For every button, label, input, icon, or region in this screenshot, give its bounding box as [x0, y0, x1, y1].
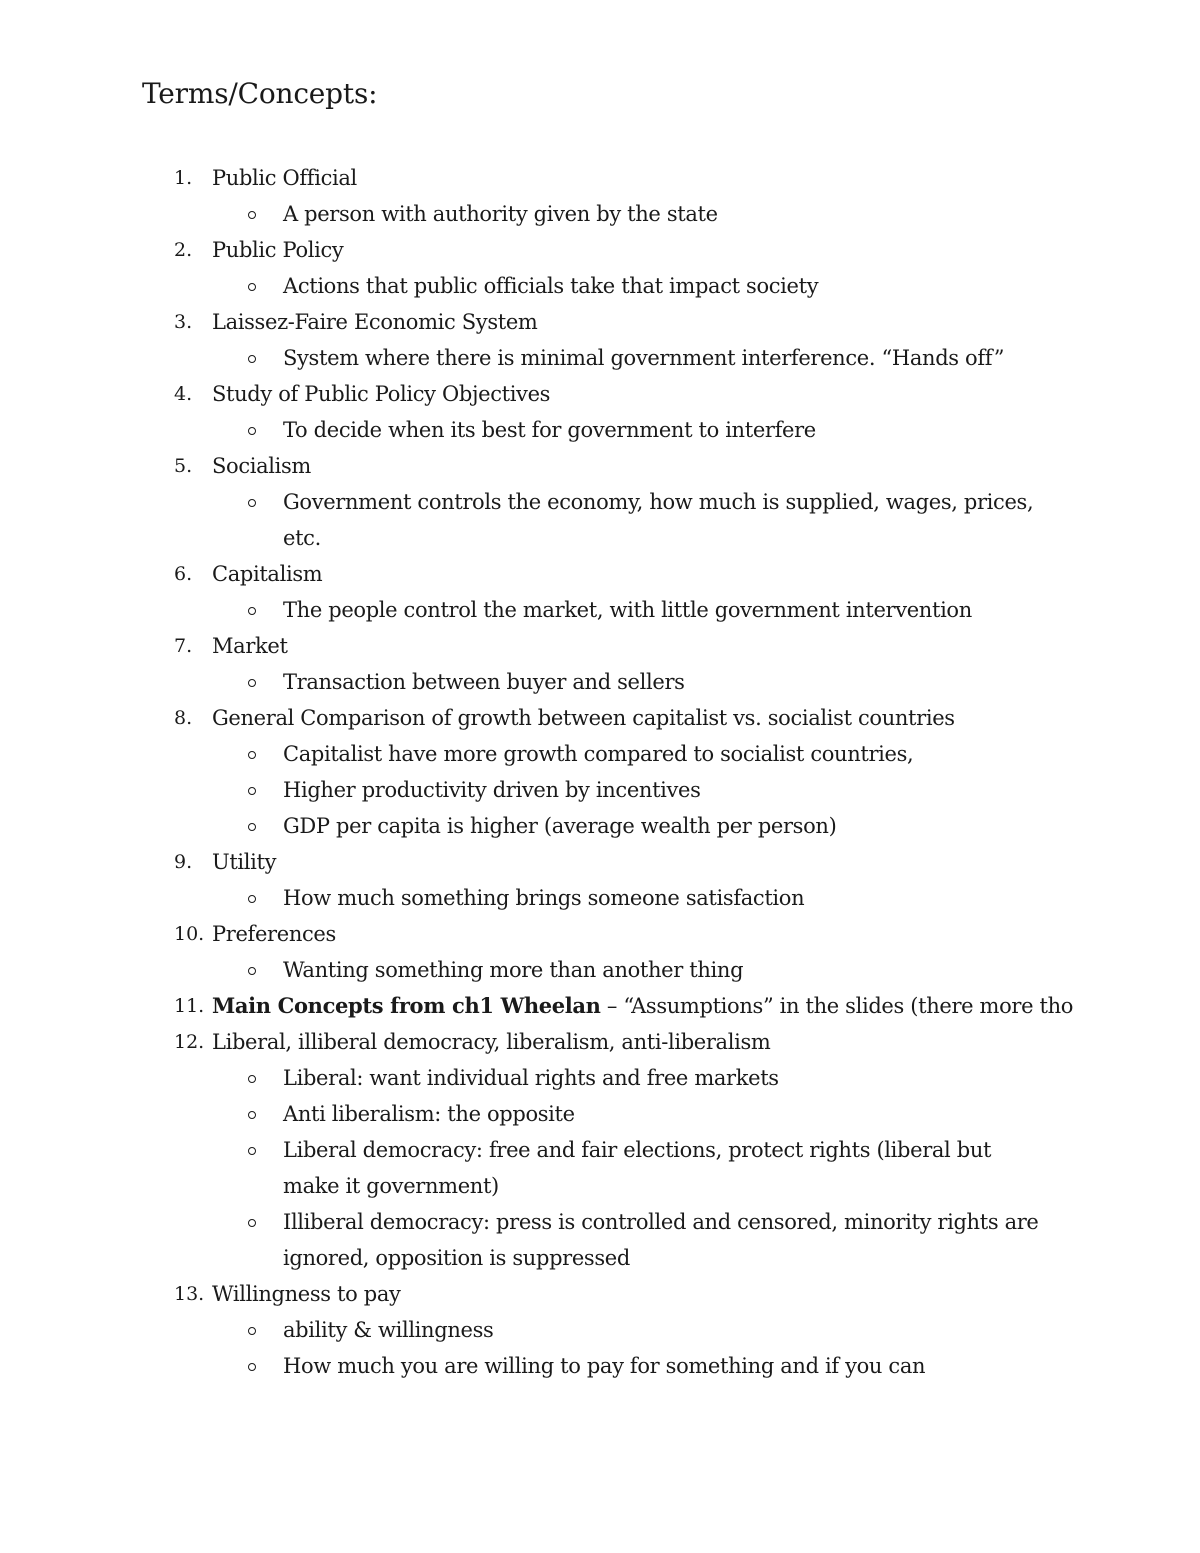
- hollow-bullet-icon: [248, 499, 256, 507]
- term-detail-text: Liberal democracy: free and fair elections, protect rights (liberal but: [283, 1138, 992, 1162]
- term-label-rest: – “Assumptions” in the slides (there more tho: [600, 994, 1074, 1018]
- term-label: Preferences: [212, 922, 336, 946]
- term-number: 13.: [174, 1283, 205, 1305]
- term-detail-continuation: [0, 520, 1200, 556]
- term-detail: [0, 1204, 1200, 1240]
- term-detail-text: The people control the market, with little government intervention: [283, 598, 972, 622]
- term-detail: [0, 1096, 1200, 1132]
- term-detail: [0, 880, 1200, 916]
- term-item: [0, 700, 1200, 736]
- term-detail: [0, 1348, 1200, 1384]
- term-item: [0, 304, 1200, 340]
- term-number: 1.: [174, 167, 193, 189]
- term-detail-text: System where there is minimal government interference. “Hands off”: [283, 346, 1005, 370]
- term-detail-text: Higher productivity driven by incentives: [283, 778, 701, 802]
- term-detail-text: Government controls the economy, how much is supplied, wages, prices,: [283, 490, 1034, 514]
- term-number: 9.: [174, 851, 193, 873]
- term-detail-text: Anti liberalism: the opposite: [283, 1102, 575, 1126]
- term-detail: [0, 1132, 1200, 1168]
- hollow-bullet-icon: [248, 787, 256, 795]
- term-label: Socialism: [212, 454, 311, 478]
- term-detail: [0, 736, 1200, 772]
- term-label: Study of Public Policy Objectives: [212, 382, 551, 406]
- term-label-bold: Main Concepts from ch1 Wheelan: [212, 993, 601, 1018]
- term-detail-text: Transaction between buyer and sellers: [283, 670, 685, 694]
- term-detail-text: How much something brings someone satisfaction: [283, 886, 805, 910]
- term-detail: [0, 1060, 1200, 1096]
- term-number: 6.: [174, 563, 193, 585]
- term-item: [0, 988, 1200, 1024]
- term-number: 7.: [174, 635, 193, 657]
- term-detail-continuation: [0, 1168, 1200, 1204]
- term-number: 2.: [174, 239, 193, 261]
- hollow-bullet-icon: [248, 1075, 256, 1083]
- term-detail-continuation: [0, 1240, 1200, 1276]
- term-item: [0, 628, 1200, 664]
- hollow-bullet-icon: [248, 283, 256, 291]
- hollow-bullet-icon: [248, 1363, 256, 1371]
- term-detail: [0, 1312, 1200, 1348]
- term-detail: [0, 196, 1200, 232]
- hollow-bullet-icon: [248, 1219, 256, 1227]
- hollow-bullet-icon: [248, 679, 256, 687]
- term-detail-text: How much you are willing to pay for something and if you can: [283, 1354, 926, 1378]
- term-detail: [0, 592, 1200, 628]
- term-detail: [0, 772, 1200, 808]
- term-label: Utility: [212, 850, 277, 874]
- term-label: General Comparison of growth between capitalist vs. socialist countries: [212, 706, 955, 730]
- term-item: [0, 232, 1200, 268]
- term-item: [0, 1024, 1200, 1060]
- term-number: 3.: [174, 311, 193, 333]
- term-detail-text: Capitalist have more growth compared to socialist countries,: [283, 742, 914, 766]
- term-number: 8.: [174, 707, 193, 729]
- term-label: Market: [212, 634, 288, 658]
- hollow-bullet-icon: [248, 751, 256, 759]
- hollow-bullet-icon: [248, 355, 256, 363]
- term-item: [0, 448, 1200, 484]
- term-number: 4.: [174, 383, 193, 405]
- term-number: 11.: [174, 995, 205, 1017]
- term-label: Public Policy: [212, 238, 344, 262]
- term-number: 10.: [174, 923, 205, 945]
- term-label: Liberal, illiberal democracy, liberalism, anti-liberalism: [212, 1030, 771, 1054]
- term-detail-text: make it government): [283, 1174, 499, 1198]
- terms-list: [0, 160, 1200, 1384]
- term-detail-text: Illiberal democracy: press is controlled and censored, minority rights are: [283, 1210, 1039, 1234]
- term-detail-text: A person with authority given by the state: [283, 202, 718, 226]
- hollow-bullet-icon: [248, 823, 256, 831]
- term-item: [0, 160, 1200, 196]
- hollow-bullet-icon: [248, 211, 256, 219]
- hollow-bullet-icon: [248, 1147, 256, 1155]
- term-item: [0, 844, 1200, 880]
- term-label: Public Official: [212, 166, 357, 190]
- term-detail-text: Actions that public officials take that impact society: [283, 274, 819, 298]
- hollow-bullet-icon: [248, 1327, 256, 1335]
- term-item: [0, 376, 1200, 412]
- term-detail-text: To decide when its best for government to interfere: [283, 418, 816, 442]
- term-detail-text: Wanting something more than another thing: [283, 958, 744, 982]
- term-label: Willingness to pay: [212, 1282, 401, 1306]
- term-item: [0, 1276, 1200, 1312]
- term-label: Laissez-Faire Economic System: [212, 310, 538, 334]
- term-label: [212, 988, 1073, 1024]
- term-detail: [0, 484, 1200, 520]
- term-detail-text: Liberal: want individual rights and free markets: [283, 1066, 779, 1090]
- term-detail: [0, 412, 1200, 448]
- term-detail-text: etc.: [283, 526, 321, 550]
- term-item: [0, 556, 1200, 592]
- page-title: Terms/Concepts:: [142, 77, 378, 110]
- term-number: 5.: [174, 455, 193, 477]
- term-detail: [0, 808, 1200, 844]
- term-detail: [0, 664, 1200, 700]
- term-detail-text: ability & willingness: [283, 1318, 494, 1342]
- term-item: [0, 916, 1200, 952]
- term-detail: [0, 268, 1200, 304]
- hollow-bullet-icon: [248, 1111, 256, 1119]
- term-number: 12.: [174, 1031, 205, 1053]
- hollow-bullet-icon: [248, 607, 256, 615]
- hollow-bullet-icon: [248, 427, 256, 435]
- term-detail: [0, 952, 1200, 988]
- hollow-bullet-icon: [248, 895, 256, 903]
- term-detail: [0, 340, 1200, 376]
- hollow-bullet-icon: [248, 967, 256, 975]
- term-detail-text: ignored, opposition is suppressed: [283, 1246, 630, 1270]
- term-detail-text: GDP per capita is higher (average wealth per person): [283, 814, 837, 838]
- term-label: Capitalism: [212, 562, 323, 586]
